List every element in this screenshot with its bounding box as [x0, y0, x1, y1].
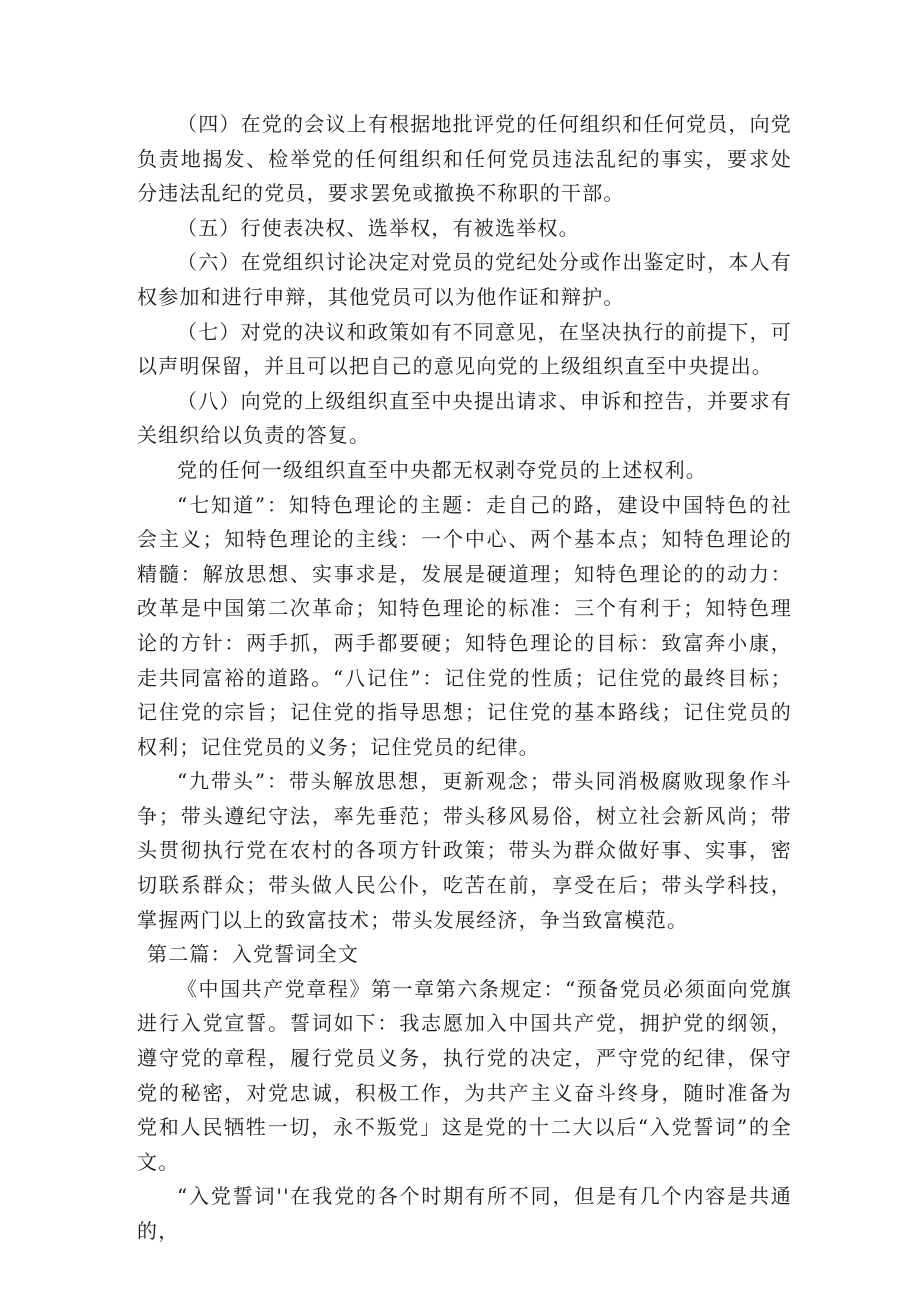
document-body [137, 107, 792, 1249]
paragraph-right-8: （八）向党的上级组织直至中央提出请求、申诉和控告，并要求有关组织给以负责的答复。 [137, 388, 792, 448]
paragraph-right-6: （六）在党组织讨论决定对党员的党纪处分或作出鉴定时，本人有权参加和进行申辩，其他党员可以为他作证和辩护。 [137, 250, 792, 309]
paragraph-rights-statement: 党的任何一级组织直至中央都无权剥夺党员的上述权利。 [177, 457, 707, 482]
paragraph-oath-text: 《中国共产党章程》第一章第六条规定：“预备党员必须面向党旗进行入党宣誓。誓词如下：我志愿加入中国共产党，拥护党的纲领，遵守党的章程，履行党员义务，执行党的决定，严守党的纪律，保守党的秘密，对党忠诚，积极工作，为共产主义奋斗终身，随时准备为党和人民牺牲一切，永不叛党」这是党的十二大以后“入党誓词”的全文。 [137, 976, 792, 1174]
paragraph-seven-know-eight-remember: “七知道”：知特色理论的主题：走自己的路，建设中国特色的社会主义；知特色理论的主线：一个中心、两个基本点；知特色理论的精髓：解放思想、实事求是，发展是硬道理；知特色理论的的动力：改革是中国第二次革命；知特色理论的标准：三个有利于；知特色理论的方针：两手抓，两手都要硬；知特色理论的目标：致富奔小康，走共同富裕的道路。“八记住”：记住党的性质；记住党的最终目标；记住党的宗旨；记住党的指导思想；记住党的基本路线；记住党员的权利；记住党员的义务；记住党员的纪律。 [137, 492, 792, 759]
paragraph-right-4: （四）在党的会议上有根据地批评党的任何组织和任何党员，向党负责地揭发、检举党的任何组织和任何党员违法乱纪的事实，要求处分违法乱纪的党员，要求罢免或撤换不称职的干部。 [137, 112, 792, 206]
paragraph-right-7: （七）对党的决议和政策如有不同意见，在坚决执行的前提下，可以声明保留，并且可以把自己的意见向党的上级组织直至中央提出。 [137, 319, 792, 379]
paragraph-right-5: （五）行使表决权、选举权，有被选举权。 [177, 215, 580, 240]
paragraph-oath-history: “入党誓词''在我党的各个时期有所不同，但是有几个内容是共通的， [137, 1184, 792, 1243]
section-heading: 第二篇：入党誓词全文 [147, 942, 359, 967]
paragraph-nine-lead: “九带头”：带头解放思想，更新观念；带头同消极腐败现象作斗争；带头遵纪守法，率先垂范；带头移风易俗，树立社会新风尚；带头贯彻执行党在农村的各项方针政策；带头为群众做好事、实事，密切联系群众；带头做人民公仆，吃苦在前，享受在后；带头学科技，掌握两门以上的致富技术；带头发展经济，争当致富模范。 [137, 769, 792, 932]
